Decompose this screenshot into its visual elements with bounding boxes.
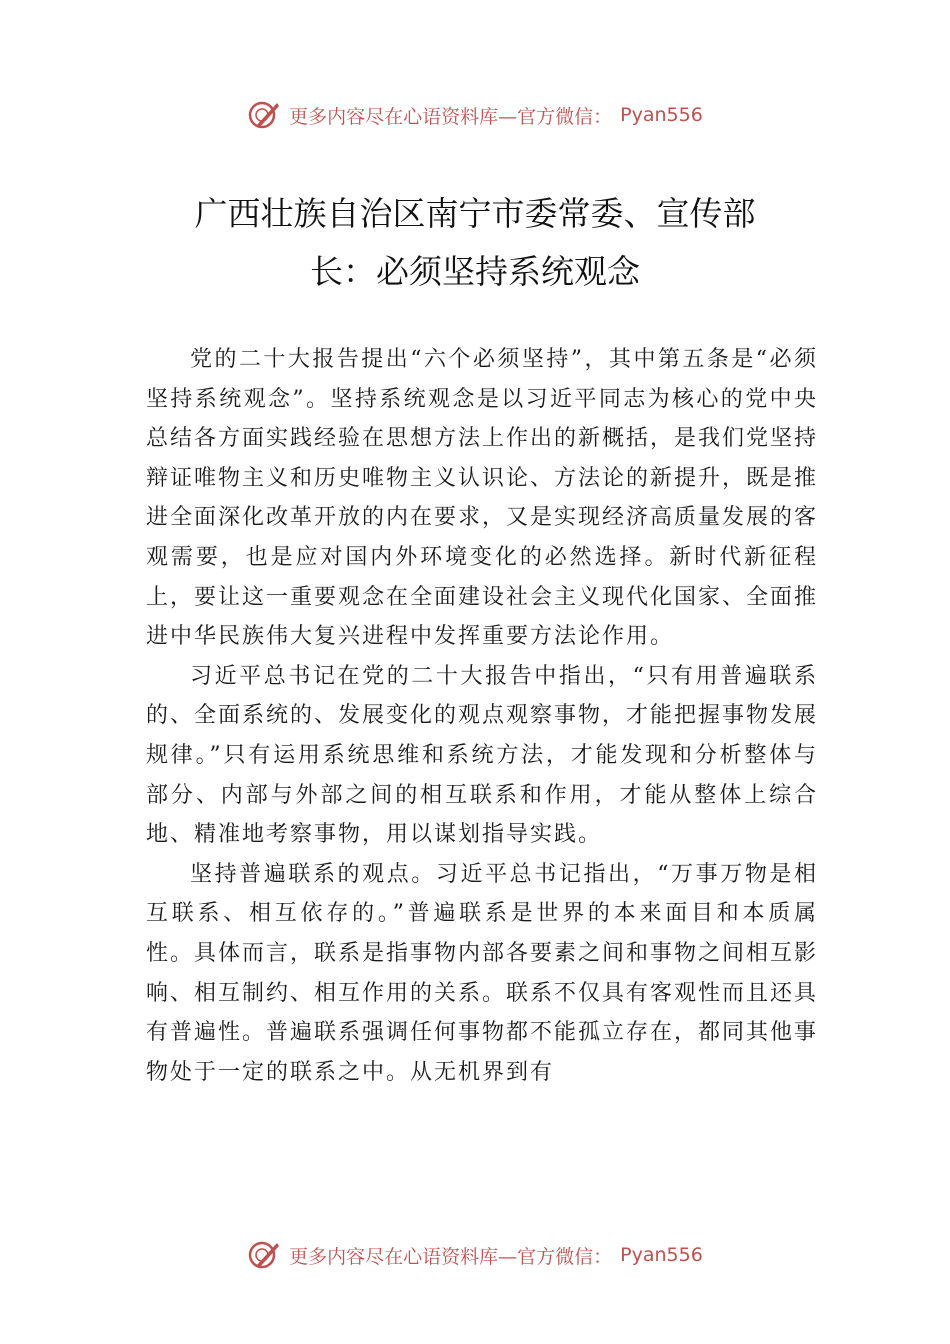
watermark-text: 更多内容尽在心语资料库—官方微信： — [289, 105, 613, 128]
watermark-text: 更多内容尽在心语资料库—官方微信： — [289, 1245, 613, 1268]
pen-logo-icon — [247, 98, 281, 132]
header-watermark — [0, 98, 950, 132]
watermark-wechat-id: Pyan556 — [620, 1244, 703, 1266]
footer-watermark — [0, 1238, 950, 1272]
paragraph: 坚持普遍联系的观点。习近平总书记指出，“万事万物是相互联系、相互依存的。”普遍联系是世界的本来面目和本质属性。具体而言，联系是指事物内部各要素之间和事物之间相互影响、相互制约、相互作用的关系。联系不仅具有客观性而且还具有普遍性。普遍联系强调任何事物都不能孤立存在，都同其他事物处于一定的联系之中。从无机界到有 — [146, 861, 819, 1085]
document-body — [146, 340, 818, 1092]
title-line-2: 长：必须坚持系统观念 — [310, 252, 640, 291]
title-line-1: 广西壮族自治区南宁市委常委、宣传部 — [194, 194, 756, 233]
document-title — [120, 185, 830, 301]
paragraph: 习近平总书记在党的二十大报告中指出，“只有用普遍联系的、全面系统的、发展变化的观点观察事物，才能把握事物发展规律。”只有运用系统思维和系统方法，才能发现和分析整体与部分、内部与外部之间的相互联系和作用，才能从整体上综合地、精准地考察事物，用以谋划指导实践。 — [146, 663, 819, 848]
watermark-wechat-id: Pyan556 — [620, 104, 703, 126]
paragraph: 党的二十大报告提出“六个必须坚持”，其中第五条是“必须坚持系统观念”。坚持系统观念是以习近平同志为核心的党中央总结各方面实践经验在思想方法上作出的新概括，是我们党坚持辩证唯物主义和历史唯物主义认识论、方法论的新提升，既是推进全面深化改革开放的内在要求，又是实现经济高质量发展的客观需要，也是应对国内外环境变化的必然选择。新时代新征程上，要让这一重要观念在全面建设社会主义现代化国家、全面推进中华民族伟大复兴进程中发挥重要方法论作用。 — [146, 347, 819, 650]
pen-logo-icon — [247, 1238, 281, 1272]
